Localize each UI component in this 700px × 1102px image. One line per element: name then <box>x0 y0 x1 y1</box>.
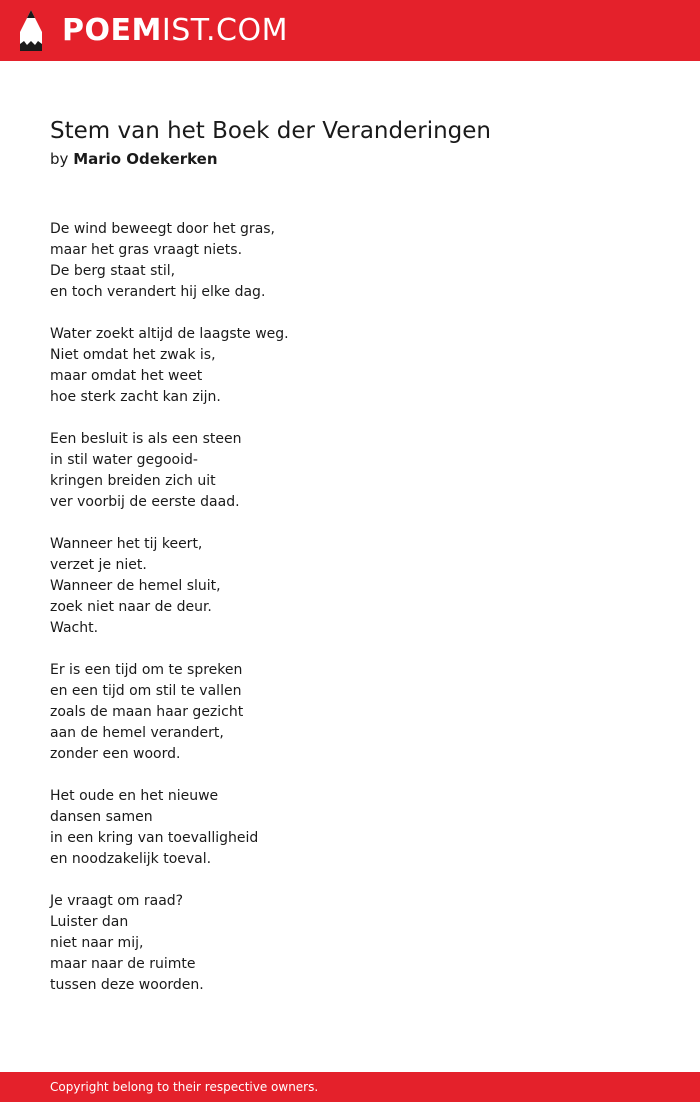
poem-line: Wacht. <box>50 620 99 636</box>
poem-line: en toch verandert hij elke dag. <box>50 284 266 300</box>
site-header <box>0 0 700 61</box>
poem-stanza <box>50 660 650 765</box>
poem-line: en een tijd om stil te vallen <box>50 683 242 699</box>
poem-line: dansen samen <box>50 809 153 825</box>
logo-light-part: IST.COM <box>161 13 288 48</box>
poem-stanza <box>50 219 650 303</box>
by-label: by <box>50 150 69 168</box>
poem-line: kringen breiden zich uit <box>50 473 216 489</box>
poem-line: Wanneer de hemel sluit, <box>50 578 221 594</box>
poem-title: Stem van het Boek der Veranderingen <box>50 118 492 144</box>
poem-line: in stil water gegooid- <box>50 452 198 468</box>
poem-line: zoek niet naar de deur. <box>50 599 212 615</box>
poem-line: aan de hemel verandert, <box>50 725 224 741</box>
poem-line: Niet omdat het zwak is, <box>50 347 216 363</box>
poem-line: Je vraagt om raad? <box>50 893 184 909</box>
poem-stanza <box>50 786 650 870</box>
logo-bold-part: POEM <box>62 13 162 48</box>
site-logo[interactable] <box>62 12 288 50</box>
poem-line: Wanneer het tij keert, <box>50 536 203 552</box>
poem-line: en noodzakelijk toeval. <box>50 851 212 867</box>
byline <box>50 148 218 170</box>
poem-stanza <box>50 324 650 408</box>
copyright-text: Copyright belong to their respective owners. <box>50 1080 319 1094</box>
poem-line: De wind beweegt door het gras, <box>50 221 276 237</box>
poem-line: Een besluit is als een steen <box>50 431 242 447</box>
poem-line: Er is een tijd om te spreken <box>50 662 243 678</box>
author-name: Mario Odekerken <box>73 150 218 168</box>
poem-stanza <box>50 534 650 639</box>
poem-line: niet naar mij, <box>50 935 144 951</box>
poem-body <box>50 219 650 1017</box>
poem-line: hoe sterk zacht kan zijn. <box>50 389 221 405</box>
poem-line: maar naar de ruimte <box>50 956 196 972</box>
poem-line: Het oude en het nieuwe <box>50 788 219 804</box>
poem-line: verzet je niet. <box>50 557 147 573</box>
poem-line: maar omdat het weet <box>50 368 203 384</box>
poem-line: maar het gras vraagt niets. <box>50 242 243 258</box>
site-footer <box>0 1072 700 1102</box>
poem-stanza <box>50 429 650 513</box>
poem-stanza <box>50 891 650 996</box>
poem-line: Luister dan <box>50 914 129 930</box>
poem-line: tussen deze woorden. <box>50 977 204 993</box>
poem-line: ver voorbij de eerste daad. <box>50 494 240 510</box>
pencil-tip-icon[interactable] <box>18 10 44 51</box>
poem-line: Water zoekt altijd de laagste weg. <box>50 326 289 342</box>
poem-line: De berg staat stil, <box>50 263 176 279</box>
poem-line: zonder een woord. <box>50 746 181 762</box>
poem-line: in een kring van toevalligheid <box>50 830 259 846</box>
poem-line: zoals de maan haar gezicht <box>50 704 244 720</box>
